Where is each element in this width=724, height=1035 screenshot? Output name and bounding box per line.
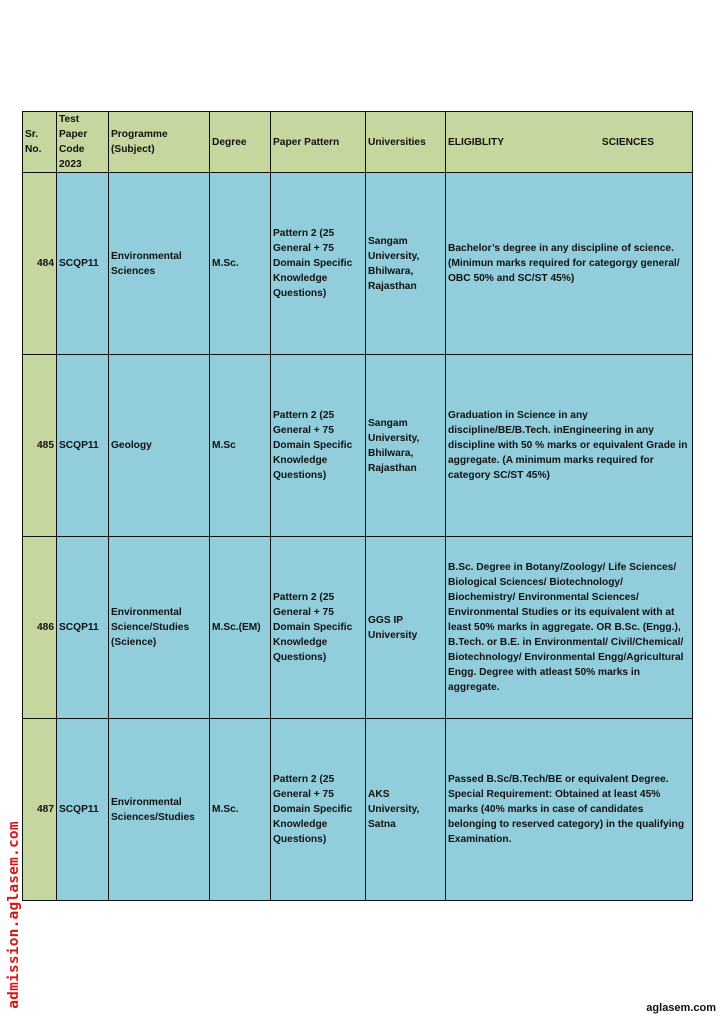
table-header-row [23, 112, 693, 173]
row-programme: Environmental Sciences [109, 173, 210, 355]
eligibility-table [22, 111, 693, 901]
row-paper-pattern: Pattern 2 (25 General + 75 Domain Specific Knowledge Questions) [271, 355, 366, 537]
row-eligibility: Passed B.Sc/B.Tech/BE or equivalent Degree. Special Requirement: Obtained at least 45% marks (40% marks in case of candidates belonging to reserved category) in the qualifying Examination. [446, 719, 693, 901]
row-sr-no: 485 [23, 355, 57, 537]
header-stream: SCIENCES [601, 136, 654, 148]
header-sr-no: Sr. No. [23, 112, 57, 173]
row-sr-no: 484 [23, 173, 57, 355]
row-degree: M.Sc. [210, 173, 271, 355]
row-test-paper-code: SCQP11 [57, 355, 109, 537]
row-university: GGS IP University [366, 537, 446, 719]
table-row [23, 173, 693, 355]
header-test-paper-code: Test Paper Code 2023 [57, 112, 109, 173]
header-paper-pattern: Paper Pattern [271, 112, 366, 173]
header-eligibility-cell [446, 112, 693, 173]
row-university: Sangam University, Bhilwara, Rajasthan [366, 173, 446, 355]
row-paper-pattern: Pattern 2 (25 General + 75 Domain Specific Knowledge Questions) [271, 537, 366, 719]
row-programme: Geology [109, 355, 210, 537]
table-row [23, 537, 693, 719]
row-sr-no: 487 [23, 719, 57, 901]
row-test-paper-code: SCQP11 [57, 719, 109, 901]
row-programme: Environmental Sciences/Studies [109, 719, 210, 901]
row-programme: Environmental Science/Studies (Science) [109, 537, 210, 719]
header-degree: Degree [210, 112, 271, 173]
row-eligibility: Bachelor’s degree in any discipline of science. (Minimun marks required for categorgy general/ OBC 50% and SC/ST 45%) [446, 173, 693, 355]
row-paper-pattern: Pattern 2 (25 General + 75 Domain Specific Knowledge Questions) [271, 719, 366, 901]
row-test-paper-code: SCQP11 [57, 537, 109, 719]
row-degree: M.Sc [210, 355, 271, 537]
row-degree: M.Sc.(EM) [210, 537, 271, 719]
table-row [23, 355, 693, 537]
row-eligibility: Graduation in Science in any discipline/BE/B.Tech. inEngineering in any discipline with 50 % marks or equivalent Grade in aggregate. (A minimum marks required for category SC/ST 45%) [446, 355, 693, 537]
footer-site-name: aglasem.com [646, 1002, 716, 1014]
watermark-text: admission.aglasem.com [6, 821, 22, 1009]
row-sr-no: 486 [23, 537, 57, 719]
table-row [23, 719, 693, 901]
header-programme: Programme (Subject) [109, 112, 210, 173]
row-degree: M.Sc. [210, 719, 271, 901]
header-eligibility: ELIGIBLITY [448, 136, 505, 148]
row-paper-pattern: Pattern 2 (25 General + 75 Domain Specific Knowledge Questions) [271, 173, 366, 355]
row-university: Sangam University, Bhilwara, Rajasthan [366, 355, 446, 537]
row-test-paper-code: SCQP11 [57, 173, 109, 355]
row-eligibility: B.Sc. Degree in Botany/Zoology/ Life Sciences/ Biological Sciences/ Biotechnology/ Biochemistry/ Environmental Sciences/ Environmental Studies or its equivalent with at least 50% marks in aggregate. OR B.Sc. (Engg.), B.Tech. or B.E. in Environmental/ Civil/Chemical/ Biotechnology/ Environmental Engg/Agricultural Engg. Degree with atleast 50% marks in aggregate. [446, 537, 693, 719]
header-universities: Universities [366, 112, 446, 173]
row-university: AKS University, Satna [366, 719, 446, 901]
